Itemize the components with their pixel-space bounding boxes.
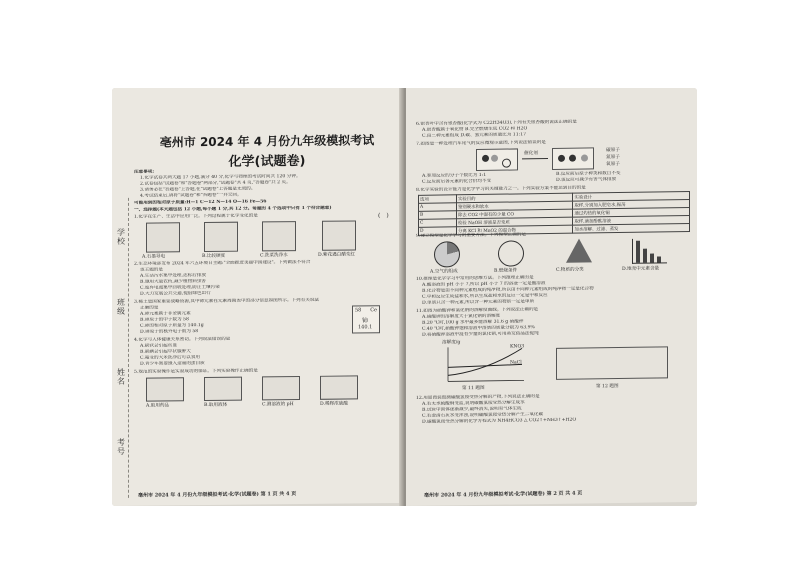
note-line: 2.试卷包括"试题卷"和"答题卷"两部分,"试题卷"共 4 页,"答题卷"共 2 页。 [140, 180, 291, 187]
q7-reactants-box [476, 148, 518, 171]
strip-label-name: 姓名 [117, 367, 125, 386]
q11-option-c: C.40 ℃时,硝酸钾饱和溶液中溶质的质量分数为 63.9% [422, 325, 535, 332]
exam-subtitle: 化学(试题卷) [228, 153, 306, 170]
q5-image-b [204, 377, 242, 401]
q5-option-d: D.稀释浓硫酸 [320, 401, 348, 407]
q9-option-a: A.空气的组成 [430, 269, 458, 275]
q1-image-graphite [146, 222, 180, 252]
question-2-line: 该主题的是 [140, 267, 163, 273]
q9-bar-graph [632, 238, 667, 263]
note-line: 1.化学试卷共两大题 17 小题,满分 40 分,化学与物理的考试时间共 120 分钟。 [140, 174, 301, 181]
note-line: 3.请务必在"答题卷"上答题,在"试题卷"上答题是无效的。 [140, 186, 256, 193]
table-cell: 加水溶解、过滤、蒸发 [573, 224, 690, 234]
q7-products-box [552, 147, 594, 170]
table-cell: D [419, 227, 457, 236]
question-3: 3.稀土是国家重要战略资源,其中铈元素在元素周期表中的部分信息如图所示。下列有关说法 [134, 297, 320, 305]
q10-option-d: D.单质只含一种元素,所以含一种元素的物质一定是单质 [422, 299, 535, 306]
q3-option-c: C.铈的相对原子质量为 140.1g [140, 323, 204, 329]
q7-legend-carbon: 碳原子 [606, 148, 620, 154]
table-header: 选项 [419, 195, 457, 204]
q5-option-b: B.取用液体 [204, 402, 228, 409]
q5-option-c: C.测溶液的 pH [262, 402, 294, 408]
q6-options-ab: A.银杏酸属于氧化物 B.完全燃烧生成 CO2 和 H2O [422, 126, 528, 133]
question-12: 12.用如图装置测碳酸氢铵受热分解的产物,下列说法正确的是 [416, 394, 540, 401]
q2-option-d: D.大力发展公共交通,提倡绿色出行 [140, 290, 211, 297]
right-exam-page [406, 88, 697, 506]
table-cell: A [419, 203, 457, 212]
q10-option-b: B.化合物是由不同种元素组成的纯净物,所以由不同种元素组成的纯净物一定是化合物 [422, 286, 594, 294]
q11-option-d: D.将硝酸钾溶液中混有少量的氯化钠,可用蒸发结晶法提纯 [422, 331, 539, 338]
table-header: 实验目的 [456, 193, 573, 203]
question-11: 11.如图为硝酸钾和氯化钠的溶解度曲线。下列说法正确的是 [416, 307, 539, 314]
q2-option-b: B.施用大量农药,减少植物病虫害 [140, 279, 207, 285]
q12-option-c: C.若澄清石灰水变浑浊,说明碳酸氢铵受热分解产生二氧化碳 [422, 412, 544, 419]
q11-option-b: B.20 ℃时,100 g 水中最多能溶解 31.6 g 硝酸钾 [422, 319, 524, 326]
q11-curve-nacl-label: NaCl [510, 360, 522, 366]
q5-image-a [146, 377, 184, 401]
q3-option-a: A.铈元素属于非金属元素 [140, 311, 191, 317]
table-cell: B [419, 211, 457, 220]
table-cell: 分离 KCl 和 MnO2 的混合物 [456, 225, 573, 235]
q5-image-d [320, 375, 358, 399]
exam-photo [112, 88, 697, 506]
q12-apparatus [556, 346, 668, 380]
q4-option-d: D.青少年需要摄入适量的蛋白质 [140, 361, 205, 367]
q7-legend-oxygen: 氧原子 [606, 162, 620, 168]
right-page-footer: 亳州市 2024 年 4 月份九年级模拟考试·化学(试题卷) 第 2 页 共 4 页 [424, 490, 583, 499]
q12-option-b: B.试管中固体逐渐减少,最终消失,说明有气体生成 [422, 406, 522, 413]
question-10: 10.推理是化学学习中常用的思维方法。下列推理正确的是 [416, 275, 534, 282]
q11-axis-label: 溶解度/g [442, 340, 461, 346]
q3-option-d: D.铈原子的核外电子数为 58 [140, 329, 199, 335]
q9-combustion-circles [498, 240, 524, 266]
table-cell: 检验 NaOH 溶液是否变质 [456, 217, 573, 227]
table-cell: 取样,滴加酚酞溶液 [573, 216, 690, 226]
q4-option-a: A.缺铁会引起贫血 [140, 343, 177, 349]
q11-curve-knO3-label: KNO3 [510, 344, 525, 350]
question-1: 1.化学在生产、生活中应用广泛。下列过程属于化学变化的是 [134, 213, 258, 220]
question-3-line: 正确的是 [140, 305, 159, 311]
q5-option-a: A.取用药品 [146, 403, 170, 409]
q9-air-pie [434, 241, 460, 267]
q5-image-c [262, 376, 300, 400]
q7-legend-nitrogen: 氮原子 [606, 155, 620, 161]
periodic-table-cell [352, 305, 380, 333]
exam-title: 亳州市 2024 年 4 月份九年级模拟考试 [159, 133, 375, 150]
q2-option-a: A.生活污水集中处理,达标后排放 [140, 273, 206, 279]
note-line: 4.考试结束后,请将"试题卷"和"答题卷"一并交回。 [140, 192, 242, 199]
atomic-masses: 可能用到的相对原子质量:H—1 C—12 N—14 O—16 Fe—56 [134, 199, 267, 206]
table-header: 实验设计 [573, 192, 690, 202]
q12-option-d: D.碳酸氢铵受热分解的化学方程式为 NH4HCO3 △ CO2↑+NH3↑+H2O [422, 417, 577, 425]
q1-option-d: D.紫花遇白醋变红 [318, 252, 356, 258]
q1-image-washing [262, 221, 296, 251]
q1-option-b: B.比较硬度 [202, 253, 226, 260]
cell-mass: 140.1 [358, 324, 373, 331]
table-cell: 通过灼热的氧化铜 [573, 208, 690, 218]
q7-option-d: D.该反应可减少有害气体排放 [556, 177, 617, 183]
left-exam-page: 学校 班级 姓名 考号 亳州市 2024 年 4 月份九年级模拟考试 化学(试题卷) 注意事项: 1.化学试卷共两大题 17 小题,满分 40 分,化学与物理的考试时间共 120 分钟。 2.试卷包括"试题卷"和"答题卷"两部分,"试题卷"共 4 页,"答题卷"共 2 页。 3.请务必在"答题卷"上答题,在"试题卷"上答题是无效的。 4.考试结束后,请将"试题卷"和"答题卷"一并交回。 可能用到的相对原子质量:H—1 C—12 N—14 O—16 Fe—56 一、选择题(本大题包括 12 小题,每小题 1 分,共 12 分。每题的 4 个选项中只有 1 个符合题意) 1.化学在生产、生活中应用广泛。下列过程属于化学变化的是 ( ) A.石墨导电 B.比较硬度 C.洗菜洗净水 D.紫花遇白醋变红 2.生态环境部发布 2024 年六五环境日主题:"全面推进美丽中国建设"。下列做法不符合 该主题的是 A.生活污水集中处理,达标后排放 B.施用大量农药,减少植物病虫害 C.废弃电池集中回收处理,防止土壤污染 D.大力发展公共交通,提倡绿色出行 3.稀土是国家重要战略资源,其中铈元素在元素周期表中的部分信息如图所示。下列有关说法 正确的是 A.铈元素属于非金属元素 B.铈原子的中子数为 58 C.铈的相对原子质量为 140.1g D.铈原子的核外电子数为 58 58 Ce 铈 140.1 4.化学与人体健康关系密切。下列说法错误的是 A.缺铁会引起贫血 B.缺碘会引起甲状腺肿大 C.霉变的大米洗净后可以食用 D.青少年需要摄入适量的蛋白质 5.规范的实验操作是实验成功的保证。下列实验操作正确的是 A.取用药品 B.取用液体 C.测溶液的 pH D.稀释浓硫酸 亳州市 2024 年 4 月份九年级模拟考试·化学(试题卷) 第 1 页 共 4 页 [112, 88, 404, 506]
q9-option-d: D.地壳中元素含量 [622, 266, 660, 272]
question-7: 7.如图是一种处理汽车尾气的反应微观示意图,下列说法错误的是 [416, 140, 546, 147]
q12-option-a: A.若无水硫酸铜变蓝,说明碳酸氢铵受热分解生成水 [422, 400, 525, 407]
question-4: 4.化学与人体健康关系密切。下列说法错误的是 [134, 336, 231, 343]
q4-option-c: C.霉变的大米洗净后可以食用 [140, 355, 200, 361]
question-9: 9.建立模型是化学学习的重要方法。下列模型正确的是 [416, 232, 527, 239]
cell-symbol: Ce [370, 307, 377, 314]
binding-margin [114, 198, 129, 498]
q3-option-b: B.铈原子的中子数为 58 [140, 317, 189, 323]
q12-caption: 第 12 题图 [596, 384, 619, 390]
q9-option-c: C.物质的分类 [556, 267, 584, 273]
question-6: 6.银杏叶中含有银杏酸(化学式为 C22H34O3),下列有关银杏酸的说法正确的是 [416, 119, 577, 127]
q1-image-hardness [204, 222, 238, 252]
left-page-footer: 亳州市 2024 年 4 月份九年级模拟考试·化学(试题卷) 第 1 页 共 4 页 [138, 491, 297, 499]
cell-atomic-number: 58 [355, 307, 362, 314]
q11-caption: 第 11 题图 [462, 385, 485, 392]
q7-option-c: C.反应前后各元素的化合价均不变 [422, 178, 492, 185]
notes-heading: 注意事项: [134, 169, 155, 175]
q7-option-a: A.参加反应的分子个数比为 1:1 [422, 172, 487, 179]
table-cell: 取样,分别加入肥皂水,振荡 [573, 200, 690, 210]
q7-catalyst-label: 催化剂 [524, 151, 538, 157]
q11-option-a: A.硝酸钾的溶解度大于氯化钠的溶解度 [422, 313, 501, 320]
question-2: 2.生态环境部发布 2024 年六五环境日主题:"全面推进美丽中国建设"。下列做法不符合 [134, 259, 311, 267]
section-heading: 一、选择题(本大题包括 12 小题,每小题 1 分,共 12 分。每题的 4 个选项中只有 1 个符合题意) [134, 205, 332, 213]
question-8: 8.化学实验的设计能力是化学学习的关键能力之一。下列实验方案不能达到目的的是 [416, 185, 586, 193]
q2-option-c: C.废弃电池集中回收处理,防止土壤污染 [140, 284, 220, 291]
table-cell: 鉴别硬水和软水 [456, 201, 573, 211]
question-5: 5.规范的实验操作是实验成功的保证。下列实验操作正确的是 [134, 368, 258, 375]
q7-option-b: B.反应前后原子种类和数目不变 [556, 171, 621, 177]
q10-option-a: A.酸溶液的 pH 小于 7,所以 pH 小于 7 的溶液一定是酸溶液 [422, 281, 546, 288]
q1-option-a: A.石墨导电 [142, 254, 166, 260]
cell-name: 铈 [362, 317, 369, 325]
q8-experiment-table [418, 191, 690, 236]
q4-option-b: B.缺碘会引起甲状腺肿大 [140, 349, 191, 355]
q10-option-c: C.中和反应生成盐和水,所以生成盐和水的反应一定是中和反应 [422, 293, 548, 300]
q1-image-flower [322, 220, 356, 250]
strip-label-school: 学校 [117, 227, 125, 246]
strip-label-number: 考号 [117, 437, 125, 456]
reaction-arrow [522, 158, 548, 159]
q6-options-cd: C.由三种元素组成 D.碳、氢元素的质量比为 11:17 [422, 132, 527, 139]
strip-label-class: 班级 [117, 297, 125, 316]
q9-classification-triangle [566, 238, 592, 262]
q9-option-b: B.燃烧条件 [494, 268, 518, 274]
table-cell: 除去 CO2 中混有的少量 CO [456, 209, 573, 219]
q1-option-c: C.洗菜洗净水 [260, 253, 288, 259]
table-cell: C [419, 219, 457, 228]
